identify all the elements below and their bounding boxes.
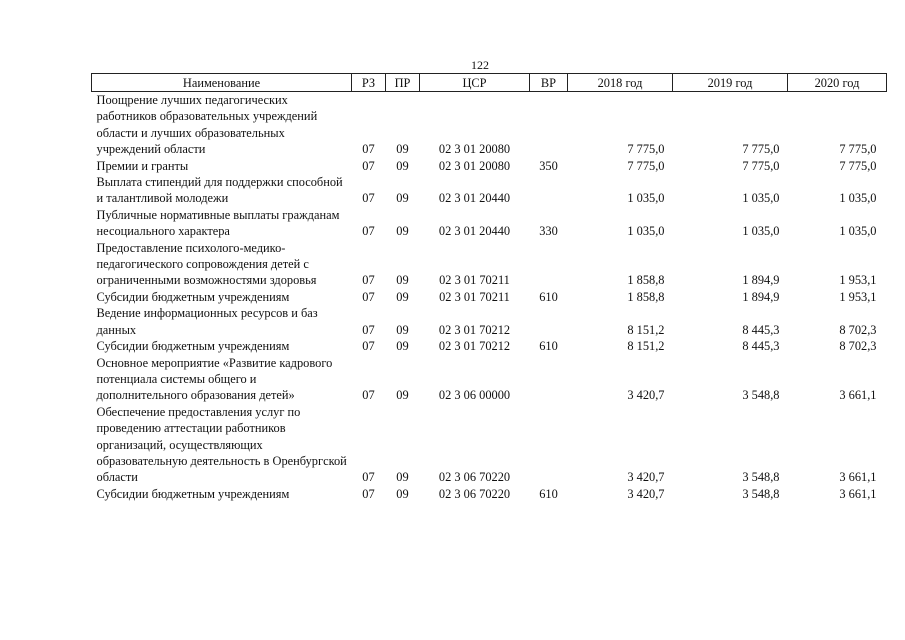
cell-csr: 02 3 06 70220: [438, 486, 511, 501]
cell-name: Поощрение лучших педагогических работников образовательных учреждений области и лучших образовательных учреждений области: [96, 93, 318, 157]
cell-rz: 07: [362, 486, 375, 501]
table-row: [92, 92, 887, 158]
cell-vr: 610: [539, 486, 558, 501]
cell-vr: [530, 404, 568, 486]
cell-2020: 1 035,0: [839, 191, 877, 206]
cell-2020: 3 661,1: [839, 470, 877, 485]
cell-pr: 09: [396, 224, 409, 239]
header-rz: РЗ: [352, 74, 386, 92]
cell-2019: 3 548,8: [742, 486, 780, 501]
cell-pr: 09: [396, 486, 409, 501]
cell-2020: 3 661,1: [839, 388, 877, 403]
cell-rz: 07: [362, 191, 375, 206]
cell-csr: 02 3 01 20080: [438, 158, 511, 173]
cell-rz: 07: [362, 289, 375, 304]
cell-2018: 3 420,7: [627, 486, 665, 501]
cell-csr: 02 3 01 70211: [439, 289, 510, 304]
cell-vr: 350: [539, 158, 558, 173]
cell-2018: 1 035,0: [627, 191, 665, 206]
cell-pr: 09: [396, 273, 409, 288]
cell-2019: 3 548,8: [742, 470, 780, 485]
cell-name: Публичные нормативные выплаты гражданам несоциального характера: [96, 207, 340, 239]
cell-2019: 1 894,9: [742, 273, 780, 288]
table-row: [92, 404, 887, 486]
cell-pr: 09: [396, 470, 409, 485]
cell-pr: 09: [396, 191, 409, 206]
cell-name: Обеспечение предоставления услуг по проведению аттестации работников организаций, осуществляющих образовательную деятельность в Оренбургской области: [96, 404, 347, 485]
cell-2018: 3 420,7: [627, 470, 665, 485]
cell-rz: 07: [362, 273, 375, 288]
header-2018: 2018 год: [568, 74, 673, 92]
table-row: [92, 305, 887, 338]
cell-2019: 8 445,3: [742, 339, 780, 354]
cell-rz: 07: [362, 158, 375, 173]
cell-pr: 09: [396, 142, 409, 157]
cell-2019: 1 035,0: [742, 191, 780, 206]
cell-vr: [530, 174, 568, 207]
cell-pr: 09: [396, 158, 409, 173]
header-pr: ПР: [386, 74, 420, 92]
cell-rz: 07: [362, 470, 375, 485]
cell-csr: 02 3 01 70211: [439, 273, 510, 288]
table-header: [92, 74, 887, 92]
cell-vr: 610: [539, 339, 558, 354]
cell-2019: 7 775,0: [742, 142, 780, 157]
cell-pr: 09: [396, 322, 409, 337]
cell-2020: 1 035,0: [839, 224, 877, 239]
table-row: [92, 158, 887, 174]
table-row: [92, 207, 887, 240]
cell-2018: 7 775,0: [627, 158, 665, 173]
cell-csr: 02 3 06 00000: [438, 388, 511, 403]
header-csr: ЦСР: [420, 74, 530, 92]
cell-rz: 07: [362, 322, 375, 337]
cell-2020: 8 702,3: [839, 339, 877, 354]
cell-2020: 1 953,1: [839, 273, 877, 288]
cell-2018: 8 151,2: [627, 322, 665, 337]
cell-2019: 1 894,9: [742, 289, 780, 304]
cell-2020: 8 702,3: [839, 322, 877, 337]
table-row: [92, 355, 887, 404]
cell-csr: 02 3 01 20440: [438, 191, 511, 206]
cell-2018: 7 775,0: [627, 142, 665, 157]
header-vr: ВР: [530, 74, 568, 92]
cell-vr: [530, 355, 568, 404]
cell-pr: 09: [396, 388, 409, 403]
cell-2020: 7 775,0: [839, 158, 877, 173]
cell-rz: 07: [362, 142, 375, 157]
cell-2019: 8 445,3: [742, 322, 780, 337]
cell-csr: 02 3 06 70220: [438, 470, 511, 485]
cell-rz: 07: [362, 224, 375, 239]
cell-csr: 02 3 01 70212: [438, 339, 511, 354]
cell-name: Основное мероприятие «Развитие кадрового потенциала системы общего и дополнительного образования детей»: [96, 355, 333, 403]
cell-name: Выплата стипендий для поддержки способной и талантливой молодежи: [96, 175, 343, 206]
cell-2018: 8 151,2: [627, 339, 665, 354]
header-2019: 2019 год: [673, 74, 788, 92]
cell-name: Предоставление психолого-медико-педагогического сопровождения детей с ограниченными возможностями здоровья: [96, 240, 317, 288]
header-row: [92, 74, 887, 92]
cell-name: Ведение информационных ресурсов и баз данных: [96, 306, 318, 337]
cell-pr: 09: [396, 339, 409, 354]
cell-vr: 330: [539, 224, 558, 239]
cell-name: Премии и гранты: [96, 158, 189, 173]
cell-2018: 1 858,8: [627, 289, 665, 304]
cell-2019: 3 548,8: [742, 388, 780, 403]
cell-vr: [530, 92, 568, 158]
table-row: [92, 486, 887, 502]
table-row: [92, 240, 887, 289]
cell-2020: 3 661,1: [839, 486, 877, 501]
cell-name: Субсидии бюджетным учреждениям: [96, 486, 290, 501]
cell-rz: 07: [362, 388, 375, 403]
cell-vr: 610: [539, 289, 558, 304]
cell-2018: 1 858,8: [627, 273, 665, 288]
budget-table: [91, 73, 887, 502]
cell-rz: 07: [362, 339, 375, 354]
page-number: 122: [471, 58, 489, 72]
table-body: [92, 92, 887, 503]
cell-2018: 1 035,0: [627, 224, 665, 239]
header-name: Наименование: [92, 74, 352, 92]
cell-vr: [530, 305, 568, 338]
table-row: [92, 289, 887, 305]
cell-name: Субсидии бюджетным учреждениям: [96, 339, 290, 354]
cell-vr: [530, 240, 568, 289]
header-2020: 2020 год: [788, 74, 887, 92]
cell-2019: 1 035,0: [742, 224, 780, 239]
cell-2019: 7 775,0: [742, 158, 780, 173]
cell-2020: 7 775,0: [839, 142, 877, 157]
cell-2020: 1 953,1: [839, 289, 877, 304]
cell-name: Субсидии бюджетным учреждениям: [96, 289, 290, 304]
table-row: [92, 174, 887, 207]
cell-2018: 3 420,7: [627, 388, 665, 403]
cell-csr: 02 3 01 20440: [438, 224, 511, 239]
table-row: [92, 338, 887, 354]
cell-pr: 09: [396, 289, 409, 304]
cell-csr: 02 3 01 70212: [438, 322, 511, 337]
cell-csr: 02 3 01 20080: [438, 142, 511, 157]
